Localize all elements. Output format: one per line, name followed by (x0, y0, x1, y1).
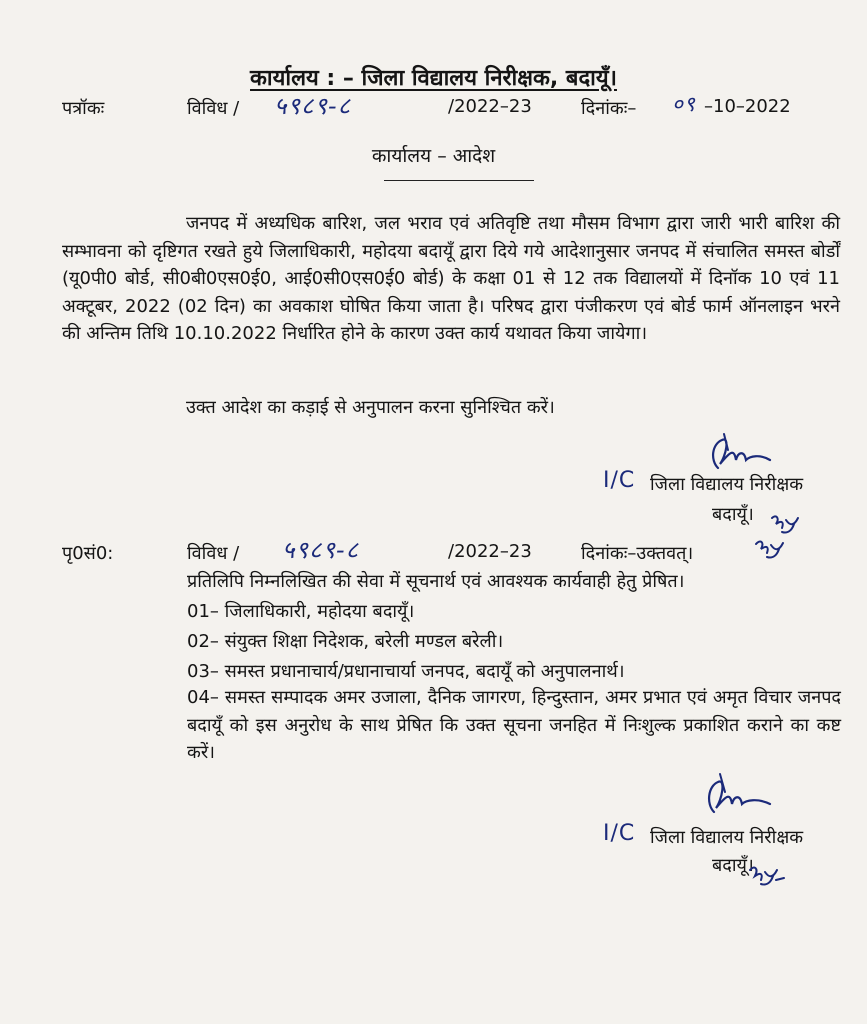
order-paragraph: जनपद में अध्यधिक बारिश, जल भराव एवं अतिवृष्टि तथा मौसम विभाग द्वारा जारी भारी बारिश की सम्भावना को दृष्टिगत रखते हुये जिलाधिकारी, महोदया बदायूँ द्वारा दिये गये आदेशानुसार जनपद में संचालित समस्त बोर्डों (यू0पी0 बोर्ड, सी0बी0एस0ई0, आई0सी0एस0ई0 बोर्ड) के कक्षा 01 से 12 तक विद्यालयों में दिनॉक 10 एवं 11 अक्टूबर, 2022 (02 दिन) का अवकाश घोषित किया जाता है। परिषद द्वारा पंजीकरण एवं बोर्ड फार्म ऑनलाइन भरने की अन्तिम तिथि 10.10.2022 निर्धारित होने के कारण उक्त कार्य यथावत किया जायेगा। (62, 213, 840, 344)
ref-prefix: विविध / (187, 98, 240, 119)
recipient-item-4: 04– समस्त सम्पादक अमर उजाला, दैनिक जागरण, हिन्दुस्तान, अमर प्रभात एवं अमृत विचार जनपद बदायूँ को इस अनुरोध के साथ प्रेषित कि उक्त सूचना जनहित में निःशुल्क प्रकाशित कराने का कष्ट करें। (187, 687, 841, 763)
ref-date-day-handwritten: ०९ (672, 92, 696, 116)
initials-1-mark (768, 512, 804, 536)
signature-2-mark (696, 772, 776, 820)
order-heading: कार्यालय – आदेश (371, 145, 496, 167)
ref-number-handwritten: ५९८९-८ (274, 92, 352, 120)
recipient-item-3: 03– समस्त प्रधानाचार्य/प्रधानाचार्या जनपद, बदायूँ को अनुपालनार्थ। (187, 661, 625, 682)
ref-date-label: दिनांकः– (581, 98, 637, 119)
endorsement-label: पृ0सं0: (62, 543, 114, 564)
initials-3-mark (746, 862, 786, 890)
heading-underline (384, 180, 534, 181)
ref-label: पत्रॉकः (62, 98, 105, 119)
signature-1-charge: I/C (603, 468, 636, 493)
endorsement-session: /2022–23 (448, 541, 532, 562)
signature-1-mark (700, 430, 775, 475)
signature-1-place: बदायूँ। (712, 504, 754, 525)
initials-2-mark (752, 536, 786, 562)
endorsement-number-handwritten: ५९८९-८ (282, 536, 360, 564)
compliance-line: उक्त आदेश का कड़ाई से अनुपालन करना सुनिश्चित करें। (186, 397, 555, 418)
endorsement-intro: प्रतिलिपि निम्नलिखित की सेवा में सूचनार्थ एवं आवश्यक कार्यवाही हेतु प्रेषित। (187, 571, 685, 592)
signature-1-designation: जिला विद्यालय निरीक्षक (650, 474, 804, 495)
recipient-item-1: 01– जिलाधिकारी, महोदया बदायूँ। (187, 601, 415, 622)
signature-2-place: बदायूँ। (712, 855, 754, 876)
ref-session: /2022–23 (448, 96, 532, 117)
endorsement-prefix: विविध / (187, 543, 240, 564)
endorsement-date: दिनांकः–उक्तवत्। (581, 543, 694, 564)
office-title: कार्यालय : – जिला विद्यालय निरीक्षक, बदायूँ। (250, 66, 617, 91)
ref-date-rest: –10–2022 (704, 96, 791, 117)
signature-2-charge: I/C (603, 821, 636, 846)
signature-2-designation: जिला विद्यालय निरीक्षक (650, 827, 804, 848)
recipient-item-2: 02– संयुक्त शिक्षा निदेशक, बरेली मण्डल बरेली। (187, 631, 504, 652)
